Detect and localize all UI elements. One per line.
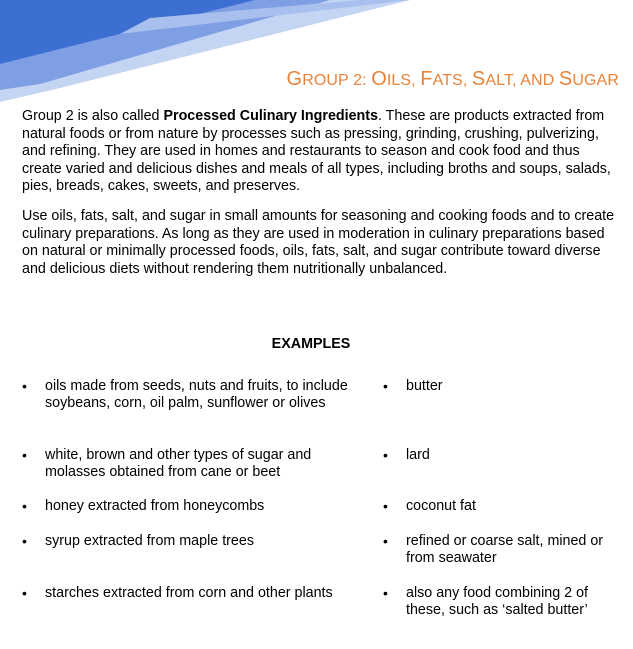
list-item-text: butter (406, 378, 443, 394)
page-title: GROUP 2: OILS, FATS, SALT, AND SUGAR (286, 68, 619, 90)
bullet-icon: • (383, 498, 388, 514)
list-item (22, 447, 362, 481)
list-item (383, 533, 623, 567)
bullet-icon: • (22, 498, 27, 514)
intro-paragraph-2: Use oils, fats, salt, and sugar in small amounts for seasoning and cooking foods and to create culinary preparations. As long as they are used in moderation in culinary preparations based on natural or minimally processed foods, oils, fats, salt, and sugar contribute toward diverse and delicious diets without rendering them nutritionally unbalanced. (22, 208, 615, 277)
list-item-text: syrup extracted from maple trees (45, 533, 254, 549)
bullet-icon: • (383, 585, 388, 601)
bullet-icon: • (22, 447, 27, 463)
list-item (383, 378, 623, 395)
list-item (22, 585, 362, 602)
bullet-icon: • (383, 378, 388, 394)
list-item-text: refined or coarse salt, mined or from seawater (406, 533, 604, 566)
list-item-text: white, brown and other types of sugar and molasses obtained from cane or beet (45, 447, 312, 480)
bullet-icon: • (22, 533, 27, 549)
list-item-text: also any food combining 2 of these, such as ‘salted butter’ (406, 585, 589, 618)
intro-p1-bold: Processed Culinary Ingredients (163, 108, 378, 124)
list-item (383, 447, 623, 464)
intro-p1-after: . These are products extracted from natural foods or from nature by processes such as pressing, grinding, crushing, pulverizing, and refining. They are used in homes and restaurants to season and cook food and thus create varied and delicious dishes and meals of all types, including broths and soups, salads, pies, breads, cakes, sweets, and preserves. (22, 108, 611, 195)
bullet-icon: • (383, 533, 388, 549)
list-item (22, 498, 362, 515)
header-banner (0, 0, 633, 120)
intro-paragraph-1 (22, 108, 622, 196)
list-item-text: starches extracted from corn and other plants (45, 585, 333, 601)
list-item (383, 498, 623, 515)
list-item-text: lard (406, 447, 430, 463)
list-item-text: honey extracted from honeycombs (45, 498, 265, 514)
examples-heading: EXAMPLES (271, 336, 351, 352)
list-item (383, 585, 623, 619)
list-item (22, 378, 362, 412)
list-item (22, 533, 362, 550)
bullet-icon: • (22, 585, 27, 601)
list-item-text: oils made from seeds, nuts and fruits, to include soybeans, corn, oil palm, sunflower or olives (45, 378, 348, 411)
bullet-icon: • (383, 447, 388, 463)
bullet-icon: • (22, 378, 27, 394)
list-item-text: coconut fat (406, 498, 476, 514)
intro-p1-before: Group 2 is also called (22, 108, 164, 124)
